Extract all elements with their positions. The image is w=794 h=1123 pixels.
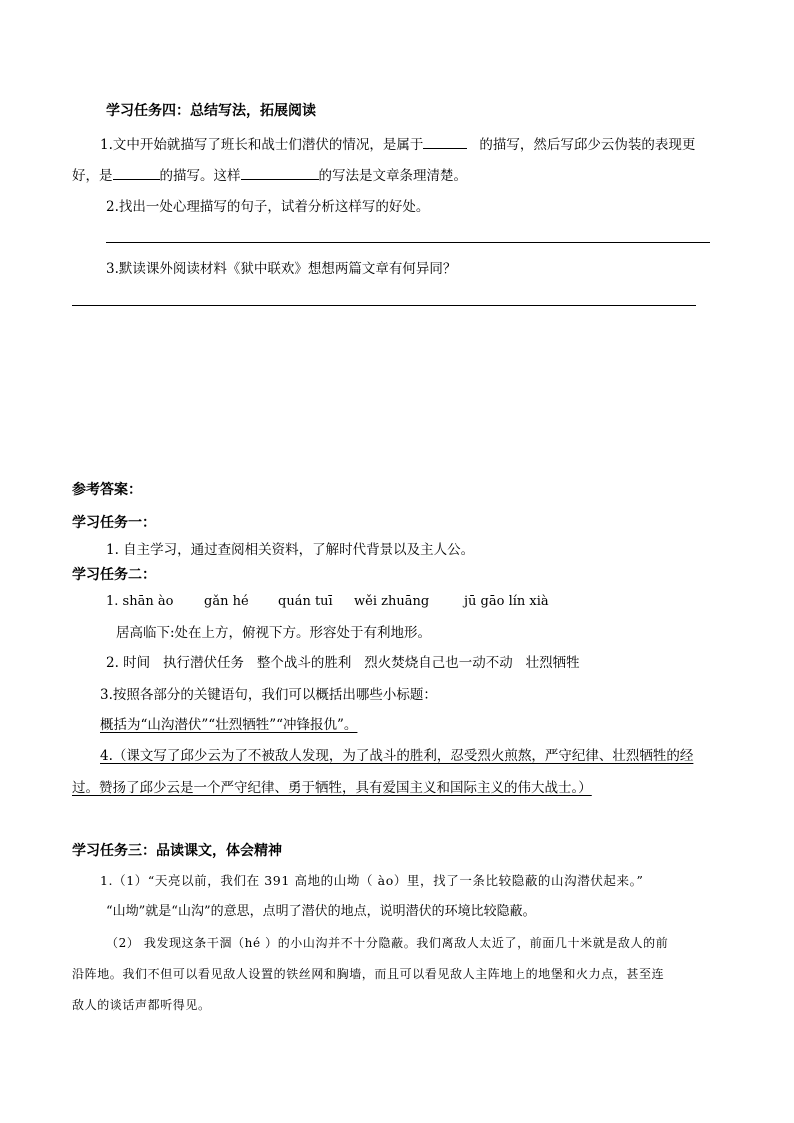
task4-q1-part5: 的写法是文章条理清楚。 <box>318 168 467 184</box>
pinyin-5: jū gāo lín xià <box>464 594 549 609</box>
pinyin-1: 1. shān ào <box>106 594 174 609</box>
blank-2[interactable] <box>113 166 160 180</box>
blank-3[interactable] <box>241 166 319 180</box>
task3-answer2-line3: 敌人的谈话声都听得见。 <box>72 998 211 1012</box>
pinyin-4: wěi zhuāng <box>354 594 430 609</box>
answer-line-q3[interactable] <box>72 305 696 306</box>
task3-answer1-line2: “山坳”就是“山沟”的意思，点明了潜伏的地点，说明潜伏的环境比较隐蔽。 <box>106 904 536 919</box>
pinyin-2: gǎn hé <box>204 594 249 609</box>
task1-answer: 1. 自主学习，通过查阅相关资料，了解时代背景以及主人公。 <box>106 542 475 558</box>
task4-q1-part3: 好，是 <box>72 168 113 184</box>
task2-question3: 3.按照各部分的关键语句，我们可以概括出哪些小标题： <box>100 687 437 703</box>
task3-answer2-line2: 沿阵地。我们不但可以看见敌人设置的铁丝网和胸墙，而且可以看见敌人主阵地上的地堡和火力点，甚至连 <box>72 967 665 981</box>
task2-answer3: 概括为“山沟潜伏”“壮烈牺牲”“冲锋报仇”。 <box>100 717 358 733</box>
answer-line-q2[interactable] <box>106 242 710 243</box>
idiom-explanation: 居高临下:处在上方，俯视下方。形容处于有利地形。 <box>116 625 432 641</box>
task1-title: 学习任务一： <box>72 515 156 531</box>
task4-q1-line1 <box>100 135 695 154</box>
task4-q3: 3.默读课外阅读材料《狱中联欢》想想两篇文章有何异同？ <box>106 261 457 277</box>
task4-q1-line2 <box>72 166 467 185</box>
task2-answer2: 2. 时间 执行潜伏任务 整个战斗的胜利 烈火焚烧自己也一动不动 壮烈牺牲 <box>106 655 580 671</box>
task3-title: 学习任务三：品读课文，体会精神 <box>72 843 282 859</box>
pinyin-3: quán tuī <box>278 594 333 609</box>
task4-title: 学习任务四：总结写法，拓展阅读 <box>106 103 316 119</box>
task2-answer4-line1: 4.（课文写了邱少云为了不被敌人发现，为了战斗的胜利，忍受烈火煎熬，严守纪律、壮烈牺牲的经 <box>100 748 694 764</box>
task3-answer2-line1: （2） 我发现这条干涸（hé ）的小山沟并不十分隐蔽。我们离敌人太近了，前面几十米就是敌人的前 <box>106 936 669 950</box>
task4-q1-part4: 的描写。这样 <box>159 168 241 184</box>
task3-answer1-line1: 1.（1）“天亮以前，我们在 391 高地的山坳（ ào）里，找了一条比较隐蔽的山沟潜伏起来。” <box>100 873 644 888</box>
blank-1[interactable] <box>423 135 467 149</box>
task4-q1-part1: 1.文中开始就描写了班长和战士们潜伏的情况，是属于 <box>100 137 424 153</box>
pinyin-row <box>106 593 586 611</box>
task4-q2: 2.找出一处心理描写的句子，试着分析这样写的好处。 <box>106 199 430 215</box>
task2-answer4-line2: 过。赞扬了邱少云是一个严守纪律、勇于牺牲，具有爱国主义和国际主义的伟大战士。） <box>72 780 592 796</box>
task4-q1-part2: 的描写，然后写邱少云伪装的表现更 <box>479 137 696 153</box>
answers-heading: 参考答案： <box>72 482 142 498</box>
task2-title: 学习任务二： <box>72 567 156 583</box>
